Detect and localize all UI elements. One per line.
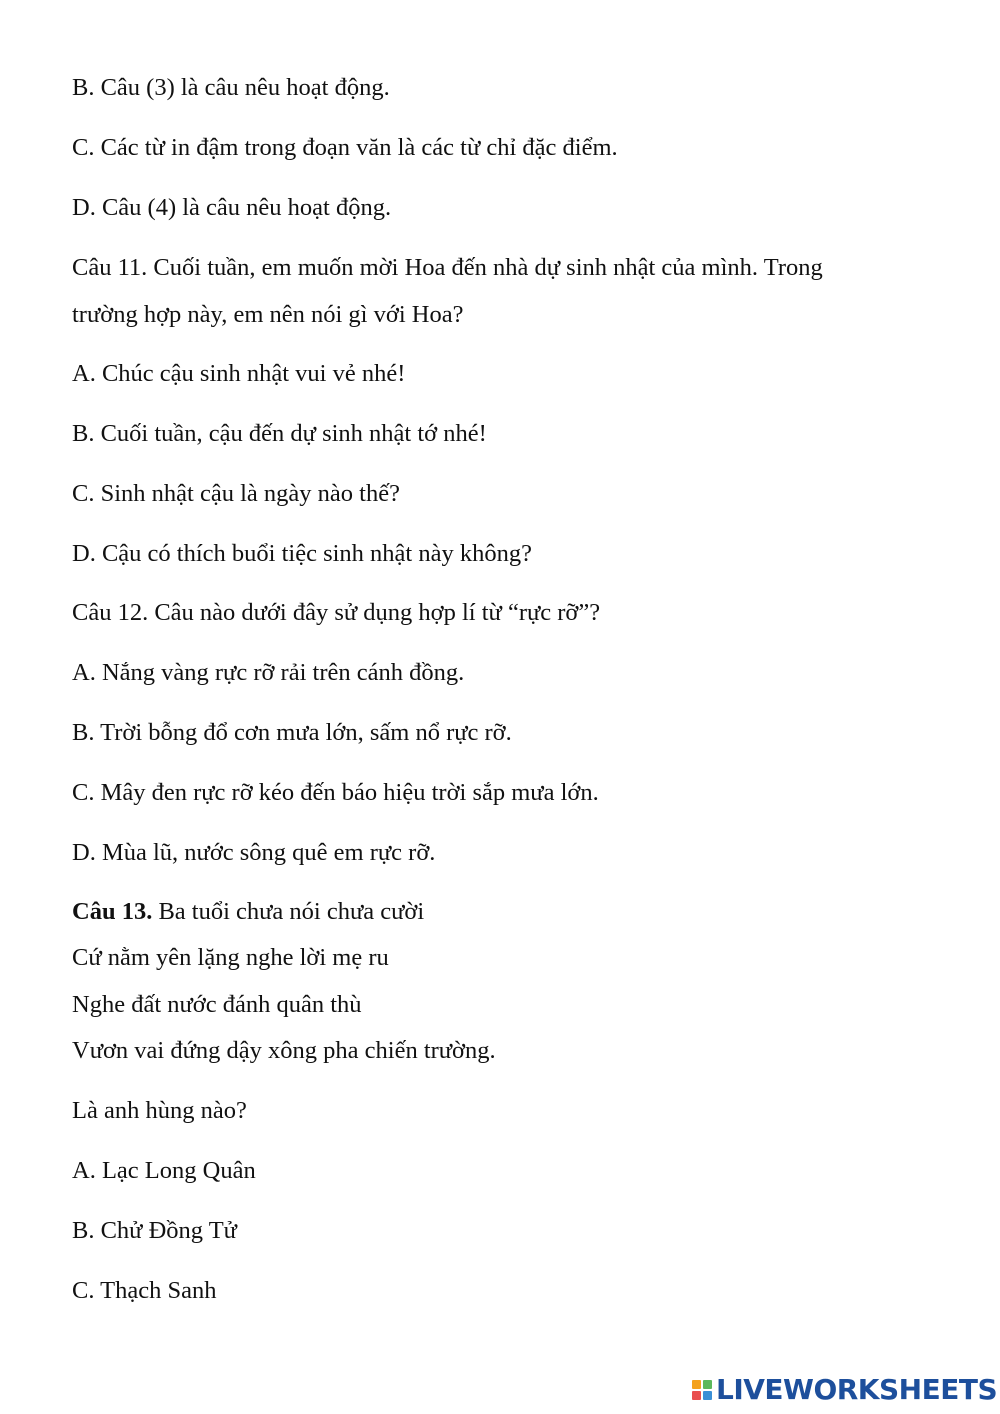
q10-option-b: B. Câu (3) là câu nêu hoạt động.: [72, 74, 390, 101]
q10-option-c: C. Các từ in đậm trong đoạn văn là các từ chỉ đặc điểm.: [72, 134, 618, 161]
q13-poem-line1: [72, 897, 424, 927]
q13-poem-text1: Ba tuổi chưa nói chưa cười: [152, 898, 425, 925]
q11-option-a: A. Chúc cậu sinh nhật vui vẻ nhé!: [72, 360, 406, 387]
q11-option-b: B. Cuối tuần, cậu đến dự sinh nhật tớ nhé!: [72, 420, 487, 447]
q11-question-line1: Câu 11. Cuối tuần, em muốn mời Hoa đến nhà dự sinh nhật của mình. Trong: [72, 254, 823, 281]
q13-poem-line3: Nghe đất nước đánh quân thù: [72, 991, 362, 1018]
q11-option-d: D. Cậu có thích buổi tiệc sinh nhật này không?: [72, 540, 532, 567]
q13-poem-line2: Cứ nằm yên lặng nghe lời mẹ ru: [72, 944, 389, 971]
q13-label: Câu 13.: [72, 898, 153, 925]
q13-poem-line4: Vươn vai đứng dậy xông pha chiến trường.: [72, 1037, 496, 1064]
q11-option-c: C. Sinh nhật cậu là ngày nào thế?: [72, 480, 400, 507]
q12-option-d: D. Mùa lũ, nước sông quê em rực rỡ.: [72, 839, 436, 866]
q10-option-d: D. Câu (4) là câu nêu hoạt động.: [72, 194, 392, 221]
q13-question: Là anh hùng nào?: [72, 1097, 247, 1124]
q13-option-c: C. Thạch Sanh: [72, 1277, 217, 1304]
logo-grid-icon: [692, 1380, 712, 1400]
q11-question-line2: trường hợp này, em nên nói gì với Hoa?: [72, 301, 464, 328]
q12-option-b: B. Trời bỗng đổ cơn mưa lớn, sấm nổ rực rỡ.: [72, 719, 512, 746]
q13-option-b: B. Chử Đồng Tử: [72, 1217, 237, 1244]
q12-option-c: C. Mây đen rực rỡ kéo đến báo hiệu trời sắp mưa lớn.: [72, 779, 599, 806]
q12-option-a: A. Nắng vàng rực rỡ rải trên cánh đồng.: [72, 659, 465, 686]
q12-question: Câu 12. Câu nào dưới đây sử dụng hợp lí từ “rực rỡ”?: [72, 599, 601, 626]
liveworksheets-logo: [692, 1374, 997, 1406]
logo-text: LIVEWORKSHEETS: [716, 1373, 998, 1406]
q13-option-a: A. Lạc Long Quân: [72, 1157, 256, 1184]
